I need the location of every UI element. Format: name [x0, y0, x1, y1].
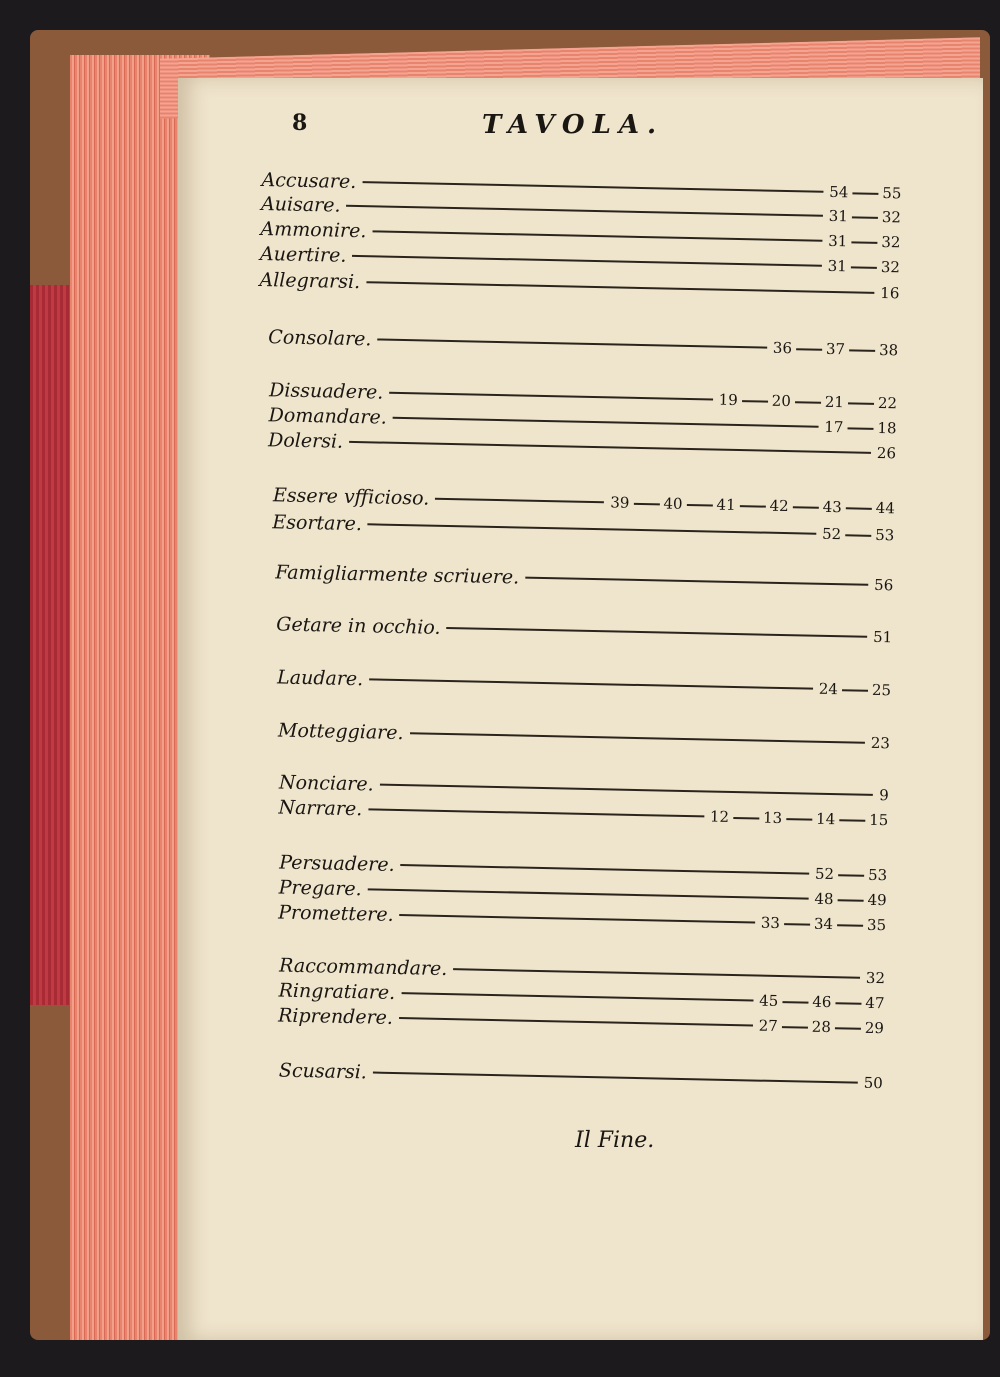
leader-line [372, 230, 822, 241]
index-term: Laudare. [276, 666, 364, 691]
page-reference: 43 [788, 497, 841, 516]
page-reference: 31 [827, 256, 847, 276]
page-reference: 19 [718, 390, 738, 410]
page-number: 8 [292, 110, 308, 136]
index-term: Promettere. [278, 901, 394, 926]
leader-line [368, 808, 704, 817]
leader-line [525, 577, 868, 586]
leader-line [368, 888, 809, 899]
page-reference: 20 [738, 391, 791, 410]
page-reference: 40 [629, 494, 682, 513]
page-references [710, 808, 889, 830]
leader-line [389, 392, 712, 401]
leader-line [447, 627, 868, 638]
page-reference: 13 [729, 808, 782, 827]
index-term: Scusarsi. [278, 1059, 368, 1084]
page-references [877, 444, 896, 462]
page-reference: 28 [778, 1017, 831, 1036]
page-reference: 16 [880, 283, 900, 303]
index-entry [268, 325, 898, 362]
page-references [871, 734, 890, 752]
page-references [828, 257, 901, 277]
index-term: Accusare. [261, 168, 357, 193]
page-references [828, 232, 901, 252]
page-reference: 49 [833, 890, 886, 909]
page-reference: 31 [828, 206, 849, 226]
index-term: Esortare. [272, 511, 363, 536]
index-term: Pregare. [278, 876, 362, 901]
page-reference: 56 [873, 575, 894, 595]
leader-line [435, 498, 604, 504]
page-references [759, 992, 885, 1013]
page-reference: 46 [778, 992, 831, 1011]
page-reference: 26 [876, 443, 897, 463]
page-reference: 32 [847, 232, 900, 251]
leader-line [368, 523, 816, 534]
page-reference: 31 [828, 231, 848, 251]
index-entry [278, 718, 890, 755]
index-term: Riprendere. [277, 1004, 394, 1029]
index-term: Motteggiare. [277, 719, 404, 745]
page-references [610, 493, 895, 517]
leader-line [401, 992, 753, 1001]
page-reference: 48 [814, 889, 834, 909]
page-references [773, 339, 899, 360]
index-term: Raccommandare. [278, 954, 448, 981]
index-term: Nonciare. [278, 771, 374, 796]
page-reference: 9 [879, 786, 890, 805]
page-reference: 15 [835, 810, 888, 829]
page-reference: 39 [610, 493, 630, 512]
page-reference: 51 [872, 627, 893, 647]
page-reference: 22 [844, 393, 897, 412]
page-reference: 18 [843, 418, 896, 437]
page-reference: 17 [824, 417, 844, 437]
leader-line [347, 205, 823, 217]
page-reference: 47 [831, 993, 884, 1012]
page-references [829, 183, 902, 203]
page-reference: 54 [829, 182, 849, 202]
page-reference: 52 [821, 524, 842, 544]
page-references [819, 680, 892, 700]
page-references [873, 628, 892, 646]
leader-line [399, 1017, 753, 1026]
leader-line [373, 1072, 858, 1084]
index-entry [277, 665, 891, 702]
page-references [759, 1017, 885, 1038]
page-reference: 24 [818, 679, 839, 699]
page-reference: 23 [870, 733, 891, 753]
index-term: Allegrarsi. [259, 268, 361, 294]
page-reference: 12 [709, 807, 730, 826]
leader-line [349, 441, 871, 454]
page-reference: 32 [847, 257, 900, 276]
index-term: Dolersi. [267, 429, 344, 453]
page-references [879, 786, 889, 804]
leader-line [352, 255, 821, 267]
page-references [864, 1074, 883, 1092]
page-reference: 41 [682, 495, 735, 514]
index-term: Ringratiare. [278, 979, 396, 1004]
page-header [292, 110, 912, 150]
page-reference: 53 [841, 525, 894, 544]
page-reference: 42 [735, 496, 788, 515]
page-reference: 27 [758, 1016, 778, 1035]
index-entry [275, 560, 893, 597]
index-term: Getare in occhio. [276, 613, 441, 639]
page-references [824, 418, 897, 438]
page-reference: 37 [792, 339, 845, 358]
leader-line [377, 338, 766, 348]
page-references [866, 969, 885, 987]
leader-line [400, 914, 755, 923]
leader-line [369, 678, 813, 689]
colophon: Il Fine. [575, 1128, 655, 1153]
index-term: Famigliarmente scriuere. [275, 561, 520, 589]
page-reference: 34 [780, 914, 833, 933]
index-term: Narrare. [278, 796, 363, 821]
page-reference: 29 [831, 1018, 884, 1037]
page-reference: 38 [845, 340, 898, 359]
page-reference: 14 [782, 809, 835, 828]
page-reference: 55 [848, 183, 901, 202]
page-references [719, 391, 898, 413]
index-entry [276, 612, 892, 649]
page-reference: 53 [834, 865, 887, 884]
page-reference: 45 [759, 991, 779, 1010]
leader-line [393, 417, 819, 428]
page-reference: 50 [863, 1073, 883, 1093]
index-table [242, 160, 912, 1133]
page-references [874, 576, 893, 594]
index-term: Domandare. [268, 404, 387, 429]
page-reference: 25 [838, 680, 891, 699]
index-term: Auertire. [259, 242, 347, 267]
index-term: Dissuadere. [268, 379, 384, 404]
page-references [880, 284, 899, 302]
index-term: Essere vfficioso. [272, 484, 430, 510]
page-reference: 44 [842, 498, 895, 517]
leader-line [410, 732, 865, 744]
index-entry [279, 1059, 883, 1096]
page-references [822, 525, 895, 545]
index-term: Consolare. [268, 326, 372, 351]
leader-line [453, 968, 860, 979]
page-reference: 32 [848, 207, 901, 226]
page-reference: 52 [814, 864, 835, 884]
leader-line [380, 784, 874, 796]
page-references [761, 914, 887, 935]
index-term: Auisare. [260, 192, 341, 217]
page-reference: 32 [865, 968, 886, 988]
page-reference: 36 [772, 338, 793, 358]
index-term: Persuadere. [279, 851, 395, 876]
leader-line [401, 864, 809, 875]
page-references [815, 865, 888, 885]
page-reference: 35 [833, 915, 886, 934]
leader-line [362, 181, 823, 193]
page-references [829, 207, 902, 227]
page-reference: 33 [760, 913, 781, 933]
page-references [814, 890, 887, 910]
page-reference: 21 [791, 392, 844, 411]
index-term: Ammonire. [260, 217, 367, 243]
leader-line [366, 281, 874, 294]
running-title: TAVOLA. [482, 110, 665, 140]
